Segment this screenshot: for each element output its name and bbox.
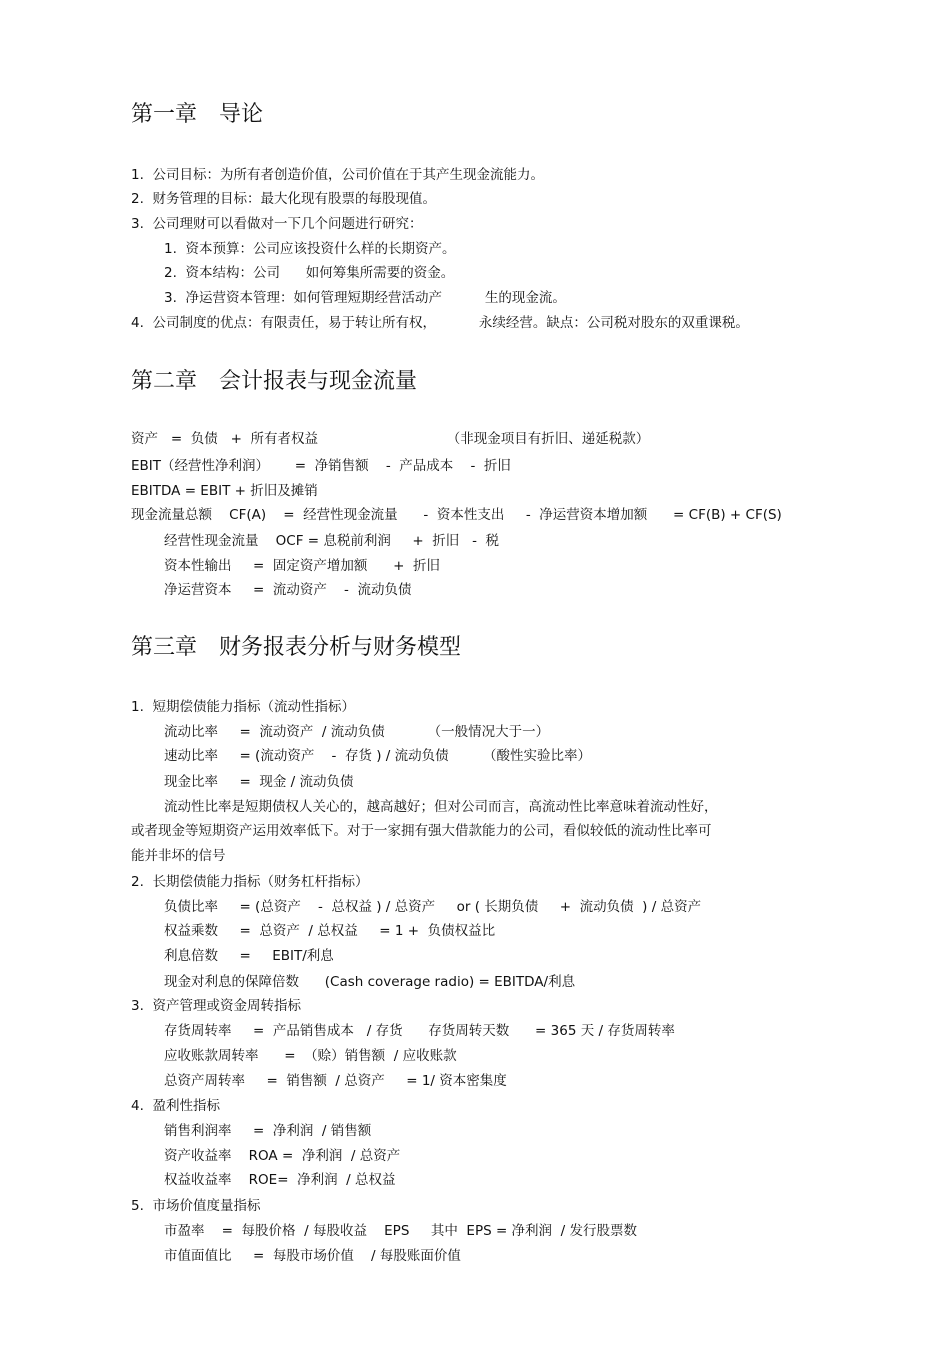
ch3-line-23: 市值面值比 = 每股市场价值 / 每股账面价值 xyxy=(164,1248,461,1264)
ch1-line-4: 1. 资本预算：公司应该投资什么样的长期资产。 xyxy=(164,241,456,257)
ch3-line-13: 3. 资产管理或资金周转指标 xyxy=(131,998,301,1014)
ch2-line-4: 现金流量总额 CF(A) = 经营性现金流量 - 资本性支出 - 净运营资本增加额 = CF(B) + CF(S) xyxy=(131,507,782,523)
ch2-line-1: 资产 = 负债 + 所有者权益 （非现金项目有折旧、递延税款） xyxy=(131,431,650,447)
chapter-3-title: 第三章 财务报表分析与财务模型 xyxy=(131,635,462,660)
ch1-line-7: 4. 公司制度的优点：有限责任，易于转让所有权， 永续经营。缺点：公司税对股东的双重课税。 xyxy=(131,315,749,331)
ch1-line-2: 2. 财务管理的目标：最大化现有股票的每股现值。 xyxy=(131,191,436,207)
ch3-line-7: 能并非坏的信号 xyxy=(131,848,226,864)
ch3-line-8: 2. 长期偿债能力指标（财务杠杆指标） xyxy=(131,874,369,890)
chapter-1-title: 第一章 导论 xyxy=(131,102,264,127)
ch2-line-3: EBITDA = EBIT + 折旧及摊销 xyxy=(131,483,318,499)
ch3-line-21: 5. 市场价值度量指标 xyxy=(131,1198,261,1214)
ch3-line-22: 市盈率 = 每股价格 / 每股收益 EPS 其中 EPS = 净利润 / 发行股票数 xyxy=(164,1223,637,1239)
ch1-line-1: 1. 公司目标：为所有者创造价值，公司价值在于其产生现金流能力。 xyxy=(131,167,544,183)
ch3-line-17: 4. 盈利性指标 xyxy=(131,1098,220,1114)
ch3-line-20: 权益收益率 ROE= 净利润 / 总权益 xyxy=(164,1172,396,1188)
ch3-line-6: 或者现金等短期资产运用效率低下。对于一家拥有强大借款能力的公司，看似较低的流动性比率可 xyxy=(131,823,712,839)
ch3-line-16: 总资产周转率 = 销售额 / 总资产 = 1/ 资本密集度 xyxy=(164,1073,507,1089)
ch3-line-10: 权益乘数 = 总资产 / 总权益 = 1 + 负债权益比 xyxy=(164,923,496,939)
ch2-line-7: 净运营资本 = 流动资产 - 流动负债 xyxy=(164,582,412,598)
ch3-line-12: 现金对利息的保障倍数 (Cash coverage radio) = EBITDA/利息 xyxy=(164,974,576,990)
ch2-line-5: 经营性现金流量 OCF = 息税前利润 + 折旧 - 税 xyxy=(164,533,500,549)
ch3-line-11: 利息倍数 = EBIT/利息 xyxy=(164,948,334,964)
chapter-2-title: 第二章 会计报表与现金流量 xyxy=(131,369,418,394)
ch1-line-3: 3. 公司理财可以看做对一下几个问题进行研究： xyxy=(131,216,423,232)
ch3-line-15: 应收账款周转率 = （赊）销售额 / 应收账款 xyxy=(164,1048,457,1064)
ch3-line-14: 存货周转率 = 产品销售成本 / 存货 存货周转天数 = 365 天 / 存货周转率 xyxy=(164,1023,675,1039)
ch3-line-2: 流动比率 = 流动资产 / 流动负债 （一般情况大于一） xyxy=(164,724,550,740)
ch3-line-1: 1. 短期偿债能力指标（流动性指标） xyxy=(131,699,355,715)
ch2-line-6: 资本性输出 = 固定资产增加额 + 折旧 xyxy=(164,558,440,574)
ch3-line-3: 速动比率 = (流动资产 - 存货 ) / 流动负债 （酸性实验比率） xyxy=(164,748,591,764)
ch1-line-6: 3. 净运营资本管理：如何管理短期经营活动产 生的现金流。 xyxy=(164,290,566,306)
ch3-line-5: 流动性比率是短期债权人关心的，越高越好；但对公司而言，高流动性比率意味着流动性好， xyxy=(164,799,718,815)
ch3-line-19: 资产收益率 ROA = 净利润 / 总资产 xyxy=(164,1148,401,1164)
ch3-line-4: 现金比率 = 现金 / 流动负债 xyxy=(164,774,354,790)
ch2-line-2: EBIT（经营性净利润） = 净销售额 - 产品成本 - 折旧 xyxy=(131,458,511,474)
ch3-line-18: 销售利润率 = 净利润 / 销售额 xyxy=(164,1123,372,1139)
ch1-line-5: 2. 资本结构：公司 如何筹集所需要的资金。 xyxy=(164,265,455,281)
ch3-line-9: 负债比率 = (总资产 - 总权益 ) / 总资产 or ( 长期负债 + 流动负债 ) / 总资产 xyxy=(164,899,702,915)
